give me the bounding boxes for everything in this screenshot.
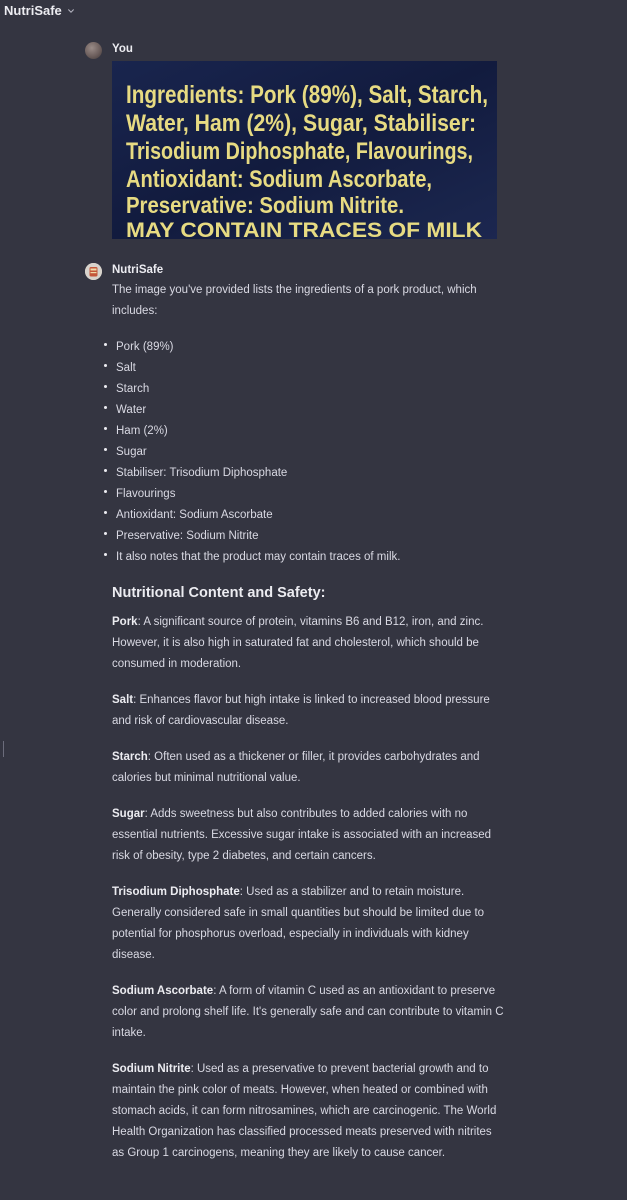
list-item: It also notes that the product may contain traces of milk. xyxy=(112,547,505,568)
paragraph-salt xyxy=(112,690,505,732)
model-name: NutriSafe xyxy=(4,3,62,18)
list-item: Water xyxy=(112,400,505,421)
top-bar xyxy=(0,0,627,24)
list-item: Sugar xyxy=(112,442,505,463)
image-text-line-6: MAY CONTAIN TRACES OF MILK xyxy=(126,219,482,242)
term-label: Trisodium Diphosphate xyxy=(112,886,240,898)
nutrisafe-logo xyxy=(85,263,102,280)
chevron-down-icon xyxy=(67,7,75,15)
list-item: Pork (89%) xyxy=(112,337,505,358)
image-text-line-2: Water, Ham (2%), Sugar, Stabiliser: xyxy=(126,110,476,137)
paragraph-sodium-ascorbate xyxy=(112,981,505,1044)
response-intro: The image you've provided lists the ingredients of a pork product, which includes: xyxy=(112,284,477,317)
term-description: : A form of vitamin C used as an antioxidant to preserve color and prolong shelf life. It's generally safe and can contribute to vitamin C intake. xyxy=(112,985,504,1039)
assistant-response xyxy=(112,280,505,1179)
assistant-author: NutriSafe xyxy=(112,264,164,276)
paragraph-sodium-nitrite xyxy=(112,1059,505,1164)
image-text-line-5: Preservative: Sodium Nitrite. xyxy=(126,192,404,218)
image-text-line-1: Ingredients: Pork (89%), Salt, Starch, xyxy=(126,81,488,109)
term-label: Pork xyxy=(112,616,138,628)
term-label: Sodium Ascorbate xyxy=(112,985,214,997)
paragraph-pork xyxy=(112,612,505,675)
term-description: : Used as a preservative to prevent bacterial growth and to maintain the pink color of meats. However, when heated or combined with stomach acids, it can form nitrosamines, which are carcinogenic. The World Health Organization has classified processed meats preserved with nitrites as Group 1 carcinogens, meaning they are likely to cause cancer. xyxy=(112,1063,497,1159)
list-item: Starch xyxy=(112,379,505,400)
ingredient-list xyxy=(112,337,505,568)
list-item: Salt xyxy=(112,358,505,379)
term-description: : Adds sweetness but also contributes to added calories with no essential nutrients. Excessive sugar intake is associated with an increased risk of obesity, type 2 diabetes, and certain cancers. xyxy=(112,808,492,862)
list-item: Flavourings xyxy=(112,484,505,505)
term-description: : A significant source of protein, vitamins B6 and B12, iron, and zinc. However, it is also high in saturated fat and cholesterol, which should be consumed in moderation. xyxy=(112,616,484,670)
term-description: : Used as a stabilizer and to retain moisture. Generally considered safe in small quantities but should be limited due to potential for phosphorus overload, especially in individuals with kidney disease. xyxy=(112,886,485,961)
user-avatar xyxy=(85,42,102,59)
user-message xyxy=(85,42,505,242)
sidebar-resize-handle[interactable] xyxy=(3,741,4,757)
list-item: Preservative: Sodium Nitrite xyxy=(112,526,505,547)
user-author: You xyxy=(112,43,133,55)
list-item: Ham (2%) xyxy=(112,421,505,442)
term-description: : Often used as a thickener or filler, it provides carbohydrates and calories but minimal nutritional value. xyxy=(112,751,480,784)
uploaded-ingredients-image[interactable] xyxy=(112,61,497,242)
term-label: Starch xyxy=(112,751,148,763)
term-label: Sodium Nitrite xyxy=(112,1063,191,1075)
list-item: Stabiliser: Trisodium Diphosphate xyxy=(112,463,505,484)
section-heading: Nutritional Content and Safety: xyxy=(112,585,326,601)
model-selector-button[interactable] xyxy=(4,3,75,18)
image-text-line-3: Trisodium Diphosphate, Flavourings, xyxy=(126,138,473,165)
term-label: Sugar xyxy=(112,808,145,820)
assistant-message xyxy=(85,263,505,1193)
paragraph-trisodium-diphosphate xyxy=(112,882,505,966)
term-description: : Enhances flavor but high intake is linked to increased blood pressure and risk of cardiovascular disease. xyxy=(112,694,490,727)
image-text-line-4: Antioxidant: Sodium Ascorbate, xyxy=(126,166,432,193)
paragraph-starch xyxy=(112,747,505,789)
paragraph-sugar xyxy=(112,804,505,867)
list-item: Antioxidant: Sodium Ascorbate xyxy=(112,505,505,526)
term-label: Salt xyxy=(112,694,134,706)
